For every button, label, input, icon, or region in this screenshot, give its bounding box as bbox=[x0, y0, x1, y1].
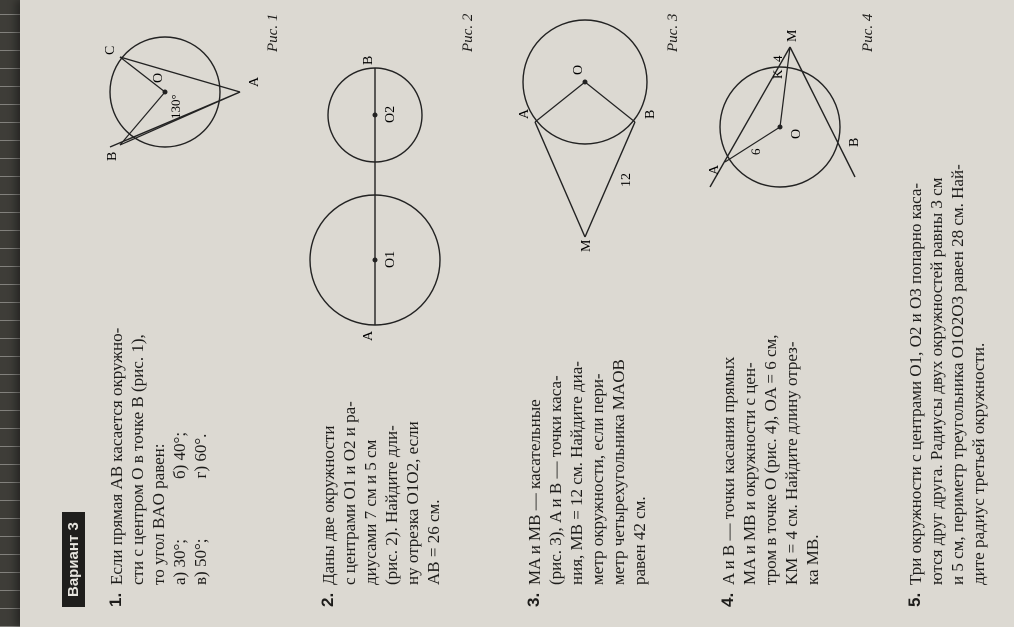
task-3-line: метр четырехугольника MAOB bbox=[609, 359, 628, 585]
task-1-option: в) 50°; bbox=[191, 538, 210, 585]
fig4-label-a: A bbox=[707, 164, 722, 175]
fig2-label-o1: O1 bbox=[383, 250, 398, 268]
task-4-number: 4. bbox=[718, 592, 737, 607]
task-1-options-row bbox=[169, 225, 190, 585]
figure-2 bbox=[290, 5, 460, 365]
task-3-line: метр окружности, если пери- bbox=[588, 373, 607, 585]
task-2-line: с центрами O1 и O2 и ра- bbox=[340, 401, 359, 585]
fig4-label-m: M bbox=[785, 29, 800, 42]
fig2-center-1 bbox=[373, 258, 378, 263]
fig2-label-o2: O2 bbox=[383, 105, 398, 123]
fig4-label-k: K bbox=[770, 69, 785, 79]
task-4-line: ка MB. bbox=[803, 534, 822, 585]
fig1-center bbox=[163, 90, 168, 95]
fig3-radius-ob bbox=[585, 82, 635, 122]
figure-3 bbox=[490, 7, 680, 297]
figure-1 bbox=[80, 7, 270, 207]
fig4-label-o: O bbox=[789, 128, 804, 139]
task-4-line: тром в точке O (рис. 4), OA = 6 см, bbox=[761, 334, 780, 585]
fig3-label-o: O bbox=[571, 64, 586, 75]
fig1-caption: Рис. 1 bbox=[265, 13, 281, 52]
fig3-radius-oa bbox=[535, 82, 585, 122]
task-3-line: (рис. 3), A и B — точки каса- bbox=[546, 375, 565, 585]
fig4-tangent-mb bbox=[790, 47, 855, 177]
task-1-option: г) 60°. bbox=[191, 433, 210, 479]
task-3-text bbox=[524, 295, 650, 585]
task-1-line: Если прямая AB касается окружно- bbox=[107, 327, 126, 585]
task-1-number: 1. bbox=[106, 592, 125, 607]
task-2-text bbox=[318, 375, 444, 585]
fig1-label-o: O bbox=[151, 72, 166, 83]
fig4-tangent-ma bbox=[710, 47, 790, 187]
task-4-line: MA и MB и окружности с цен- bbox=[740, 362, 759, 585]
task-1-options-row bbox=[190, 225, 211, 585]
task-5-number: 5. bbox=[905, 592, 924, 607]
worksheet-page bbox=[20, 0, 1014, 627]
task-1-line: то угол BAO равен: bbox=[149, 443, 168, 585]
task-2-line: ну отрезка O1O2, если bbox=[403, 421, 422, 585]
task-1-option: б) 40°; bbox=[170, 431, 189, 480]
fig2-center-2 bbox=[373, 113, 378, 118]
task-1-line: сти с центром O в точке B (рис. 1), bbox=[128, 334, 147, 585]
task-2-line: Даны две окружности bbox=[319, 425, 338, 585]
fig4-label-b: B bbox=[847, 137, 862, 147]
task-4-text bbox=[718, 255, 823, 585]
task-3-line: MA и MB — касательные bbox=[525, 399, 544, 585]
fig1-angle-label: 130° bbox=[168, 94, 183, 119]
fig2-label-b: B bbox=[361, 55, 376, 65]
fig4-caption: Рис. 4 bbox=[860, 13, 876, 52]
task-5-line: и 5 см, периметр треугольника O1O2O3 равен 28 см. Най- bbox=[948, 164, 967, 585]
fig3-label-a: A bbox=[517, 108, 532, 119]
task-2-line: диусами 7 см и 5 см bbox=[361, 439, 380, 585]
fig2-caption: Рис. 2 bbox=[460, 13, 476, 52]
fig3-center bbox=[583, 80, 588, 85]
fig2-label-a: A bbox=[361, 330, 376, 341]
rotated-content bbox=[50, 0, 1010, 627]
fig4-label-six: 6 bbox=[748, 148, 763, 155]
task-4-line: A и B — точки касания прямых bbox=[719, 356, 738, 585]
task-3-number: 3. bbox=[524, 592, 543, 607]
task-5-text bbox=[905, 25, 989, 585]
variant-header: Вариант 3 bbox=[62, 512, 85, 607]
fig4-radius-oa bbox=[725, 127, 780, 162]
task-1-option: а) 30°; bbox=[170, 539, 189, 585]
fig1-radius-ob bbox=[120, 92, 165, 145]
fig3-caption: Рис. 3 bbox=[665, 13, 681, 52]
task-5-line: Три окружности с центрами O1, O2 и O3 попарно каса- bbox=[906, 182, 925, 585]
task-2-line: (рис. 2). Найдите дли- bbox=[382, 425, 401, 585]
task-1-text bbox=[106, 225, 211, 585]
task-5-line: ются друг друга. Радиусы двух окружностей равны 3 см bbox=[927, 177, 946, 585]
fig4-center bbox=[778, 125, 783, 130]
task-2-number: 2. bbox=[318, 592, 337, 607]
fig3-label-b: B bbox=[643, 109, 658, 119]
task-3-line: равен 42 см. bbox=[630, 496, 649, 585]
fig1-label-c: C bbox=[103, 45, 118, 55]
fig1-label-a: A bbox=[247, 76, 262, 87]
task-3-line: ния, MB = 12 см. Найдите диа- bbox=[567, 361, 586, 585]
fig1-label-b: B bbox=[105, 151, 120, 161]
task-2-line: AB = 26 см. bbox=[424, 499, 443, 585]
figure-4 bbox=[690, 7, 870, 247]
fig3-label-m: M bbox=[579, 239, 594, 252]
task-5-line: дите радиус третьей окружности. bbox=[969, 342, 988, 585]
fig3-length-label: 12 bbox=[619, 173, 634, 187]
fig4-label-four: 4 bbox=[770, 55, 785, 62]
fig1-line-ac bbox=[120, 57, 240, 92]
task-4-line: KM = 4 см. Найдите длину отрез- bbox=[782, 341, 801, 585]
